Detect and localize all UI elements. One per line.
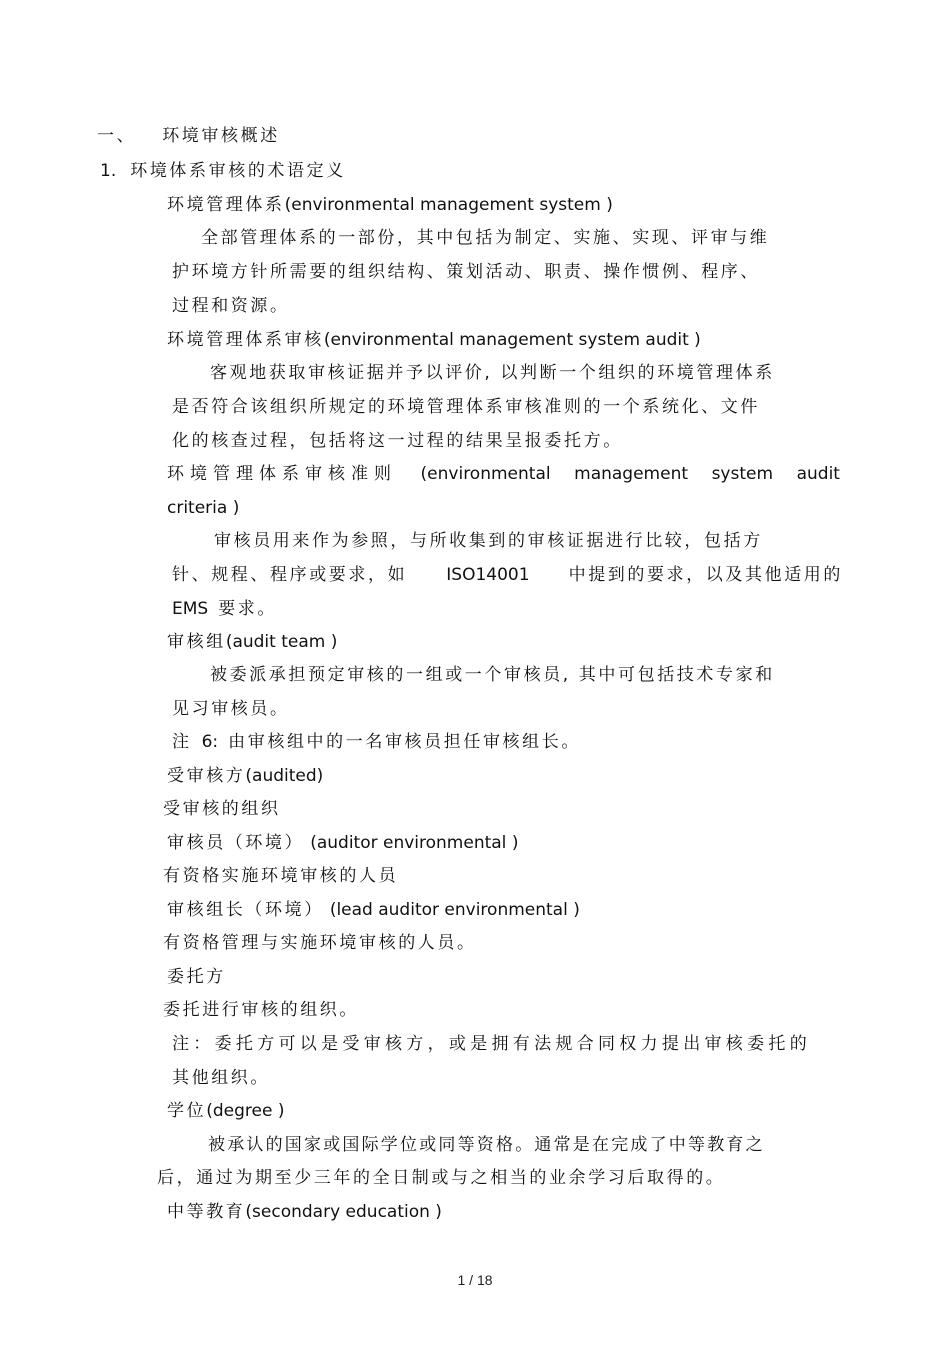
definition-line: 受审核的组织 (163, 799, 281, 819)
definition-line: 见习审核员。 (172, 699, 290, 719)
term-degree: 学位(degree ) (167, 1101, 285, 1121)
definition-line: 审核员用来作为参照，与所收集到的审核证据进行比较，包括方 (214, 531, 763, 551)
term-ems-audit: 环境管理体系审核(environmental management system audit ) (167, 330, 701, 350)
term-lead-auditor: 审核组长（环境） (lead auditor environmental ) (167, 900, 580, 920)
term-auditor: 审核员（环境） (auditor environmental ) (167, 833, 519, 853)
term-audited: 受审核方(audited) (167, 766, 324, 786)
definition-line: 护环境方针所需要的组织结构、策划活动、职责、操作惯例、程序、 (172, 262, 760, 282)
note-client: 注：委托方可以是受审核方，或是拥有法规合同权力提出审核委托的 (172, 1034, 811, 1054)
subsection-text: 环境体系审核的术语定义 (130, 161, 346, 181)
subsection-heading (100, 159, 346, 183)
heading-text: 环境审核概述 (162, 126, 280, 146)
term-client: 委托方 (167, 967, 226, 987)
definition-line: 有资格管理与实施环境审核的人员。 (163, 933, 477, 953)
definition-line: 过程和资源。 (172, 296, 290, 316)
definition-line: 后，通过为期至少三年的全日制或与之相当的业余学习后取得的。 (157, 1168, 726, 1188)
definition-line: 是否符合该组织所规定的环境管理体系审核准则的一个系统化、文件 (172, 397, 760, 417)
definition-line: 化的核查过程，包括将这一过程的结果呈报委托方。 (172, 431, 623, 451)
definition-line: 有资格实施环境审核的人员 (163, 866, 399, 886)
definition-line: 针、规程、程序或要求，如 ISO14001 中提到的要求，以及其他适用的 (172, 565, 843, 585)
term-continuation: criteria ) (167, 498, 240, 518)
page-number: 1 / 18 (457, 1272, 493, 1288)
section-heading (97, 124, 280, 148)
note-client-continuation: 其他组织。 (172, 1068, 270, 1088)
term-ems-audit-criteria: 环境管理体系审核准则 (environmental management system audit (167, 464, 840, 484)
definition-line: 被委派承担预定审核的一组或一个审核员, 其中可包括技术专家和 (210, 665, 775, 685)
definition-line: 被承认的国家或国际学位或同等资格。通常是在完成了中等教育之 (208, 1135, 765, 1155)
definition-line: 全部管理体系的一部份，其中包括为制定、实施、实现、评审与维 (201, 228, 770, 248)
note-6: 注 6: 由审核组中的一名审核员担任审核组长。 (172, 732, 581, 752)
term-secondary-education: 中等教育(secondary education ) (167, 1202, 442, 1222)
definition-line: 客观地获取审核证据并予以评价, 以判断一个组织的环境管理体系 (210, 363, 775, 383)
definition-line: 委托进行审核的组织。 (163, 1000, 359, 1020)
heading-number: 一、 (97, 126, 137, 146)
term-ems: 环境管理体系(environmental management system ) (167, 195, 613, 215)
definition-line: EMS 要求。 (172, 599, 278, 619)
subsection-number: 1. (100, 161, 117, 181)
term-audit-team: 审核组(audit team ) (167, 632, 338, 652)
